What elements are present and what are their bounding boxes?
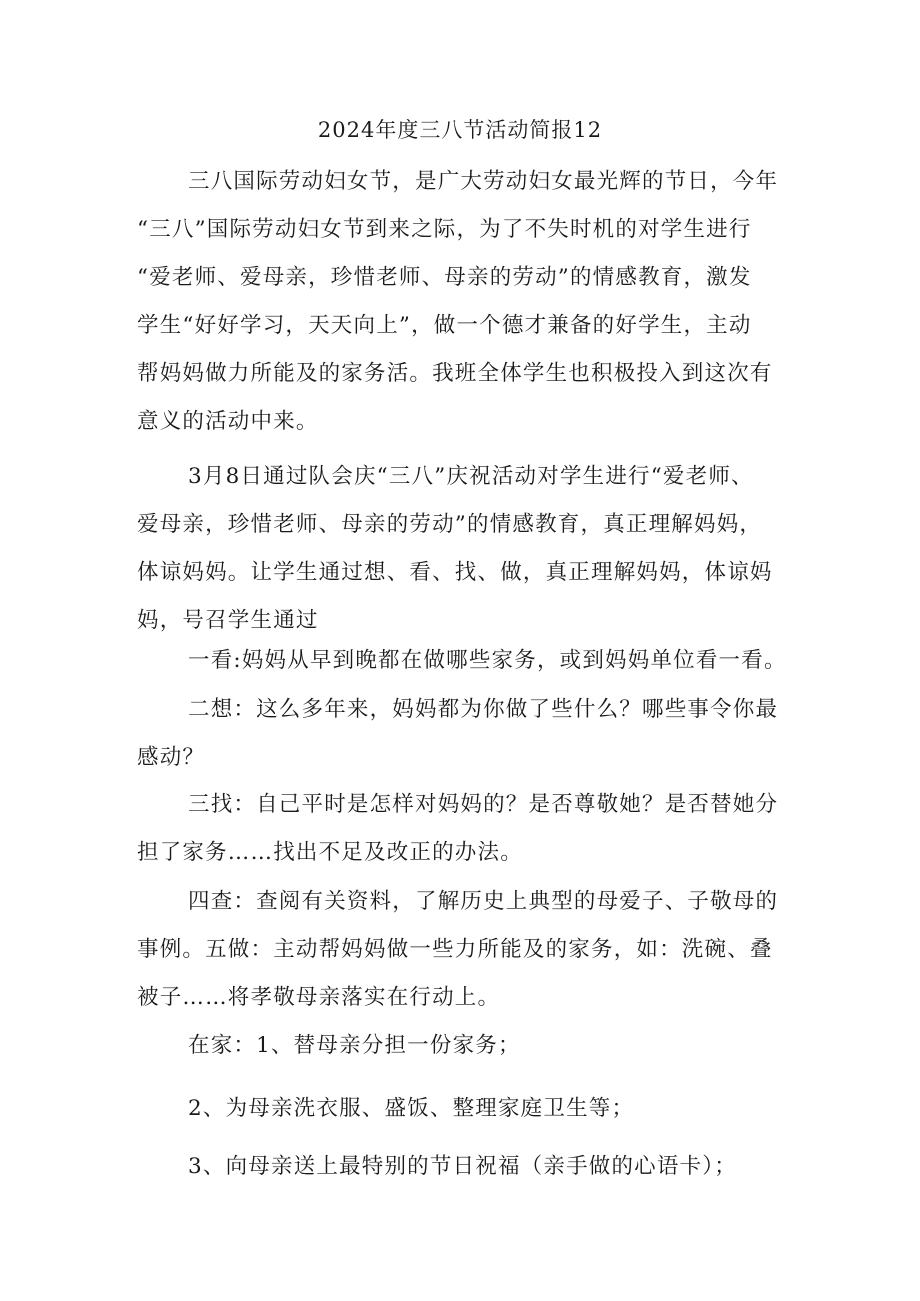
text-line: 四查：查阅有关资料，了解历史上典型的母爱子、子敬母的 — [188, 889, 779, 914]
text-line: 事例。五做：主动帮妈妈做一些力所能及的家务，如：洗碗、叠 — [137, 937, 773, 962]
paragraph-look — [137, 637, 797, 685]
paragraph-at-home-3 — [137, 1143, 797, 1191]
text-line: “爱老师、爱母亲，珍惜老师、母亲的劳动”的情感教育，激发 — [137, 265, 752, 290]
text-line: “三八”国际劳动妇女节到来之际，为了不失时机的对学生进行 — [137, 217, 752, 242]
text-line: 担了家务……找出不足及改正的办法。 — [137, 840, 523, 865]
paragraph-think — [137, 686, 797, 782]
text-line: 帮妈妈做力所能及的家务活。我班全体学生也积极投入到这次有 — [137, 361, 773, 386]
text-line: 感动？ — [137, 745, 206, 770]
document-title: 2024年度三八节活动简报12 — [317, 118, 603, 142]
paragraph-march-8 — [137, 453, 797, 645]
text-line: 2、为母亲洗衣服、盛饭、整理家庭卫生等； — [188, 1096, 635, 1121]
text-line: 意义的活动中来。 — [137, 409, 319, 434]
text-line: 学生“好好学习，天天向上”，做一个德才兼备的好学生，主动 — [137, 313, 752, 338]
text-line: 妈，号召学生通过 — [137, 608, 319, 633]
text-line: 体谅妈妈。让学生通过想、看、找、做，真正理解妈妈，体谅妈 — [137, 560, 773, 585]
paragraph-intro — [137, 158, 797, 446]
text-line: 被子……将孝敬母亲落实在行动上。 — [137, 985, 501, 1010]
text-line: 3、向母亲送上最特别的节日祝福（亲手做的心语卡）； — [188, 1154, 737, 1179]
text-line: 二想：这么多年来，妈妈都为你做了些什么？哪些事令你最 — [188, 697, 779, 722]
text-line: 一看:妈妈从早到晚都在做哪些家务，或到妈妈单位看一看。 — [188, 648, 787, 673]
text-line: 在家：1、替母亲分担一份家务； — [188, 1033, 521, 1058]
paragraph-check-do — [137, 878, 797, 1022]
paragraph-find — [137, 781, 797, 877]
text-line: 3月8日通过队会庆“三八”庆祝活动对学生进行“爱老师、 — [188, 464, 754, 489]
text-line: 三找：自己平时是怎样对妈妈的？是否尊敬她？是否替她分 — [188, 792, 779, 817]
paragraph-at-home-1 — [137, 1022, 797, 1070]
text-line: 爱母亲，珍惜老师、母亲的劳动”的情感教育，真正理解妈妈， — [137, 512, 763, 537]
text-line: 三八国际劳动妇女节，是广大劳动妇女最光辉的节日，今年 — [188, 169, 779, 194]
paragraph-at-home-2 — [137, 1085, 797, 1133]
